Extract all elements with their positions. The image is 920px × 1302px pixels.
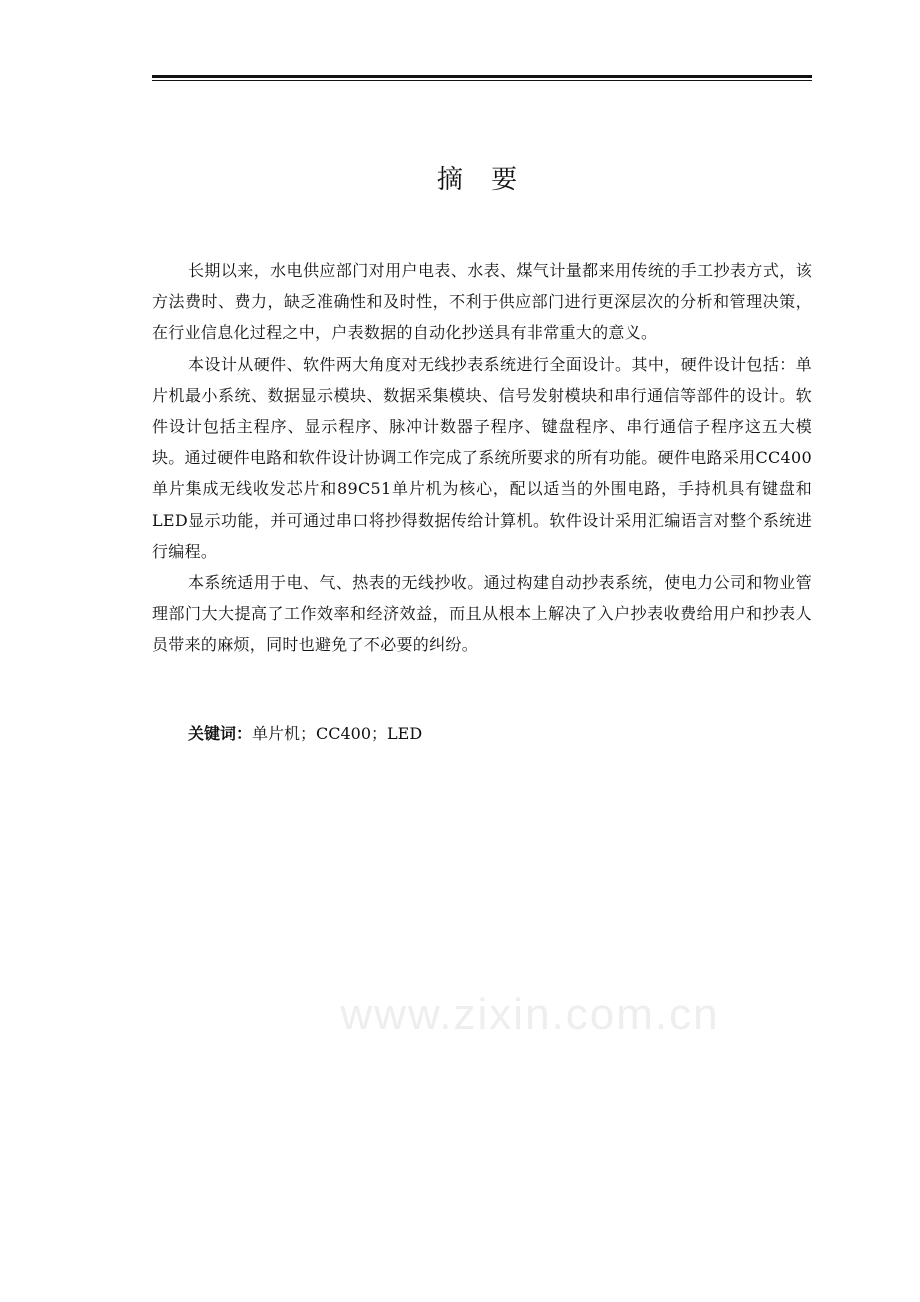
- abstract-body: [152, 255, 812, 661]
- abstract-title: 摘 要: [436, 165, 528, 195]
- keywords-label: 关键词：: [188, 724, 253, 743]
- abstract-paragraph-2: 本设计从硬件、软件两大角度对无线抄表系统进行全面设计。其中，硬件设计包括：单片机最小系统、数据显示模块、数据采集模块、信号发射模块和串行通信等部件的设计。软件设计包括主程序、显示程序、脉冲计数器子程序、键盘程序、串行通信子程序这五大模块。通过硬件电路和软件设计协调工作完成了系统所要求的所有功能。硬件电路采用CC400单片集成无线收发芯片和89C51单片机为核心，配以适当的外围电路，手持机具有键盘和LED显示功能，并可通过串口将抄得数据传给计算机。软件设计采用汇编语言对整个系统进行编程。: [152, 354, 812, 561]
- watermark: www.zixin.com.cn: [340, 990, 720, 1039]
- keywords-value: 单片机；CC400；LED: [252, 724, 423, 743]
- abstract-paragraph-3: 本系统适用于电、气、热表的无线抄收。通过构建自动抄表系统，使电力公司和物业管理部门大大提高了工作效率和经济效益，而且从根本上解决了入户抄表收费给用户和抄表人员带来的麻烦，同时也避免了不必要的纠纷。: [152, 573, 812, 655]
- keywords-line: [188, 718, 788, 749]
- header-rule: [152, 75, 812, 81]
- abstract-paragraph-1: 长期以来，水电供应部门对用户电表、水表、煤气计量都来用传统的手工抄表方式，该方法费时、费力，缺乏准确性和及时性，不利于供应部门进行更深层次的分析和管理决策，在行业信息化过程之中，户表数据的自动化抄送具有非常重大的意义。: [152, 261, 812, 343]
